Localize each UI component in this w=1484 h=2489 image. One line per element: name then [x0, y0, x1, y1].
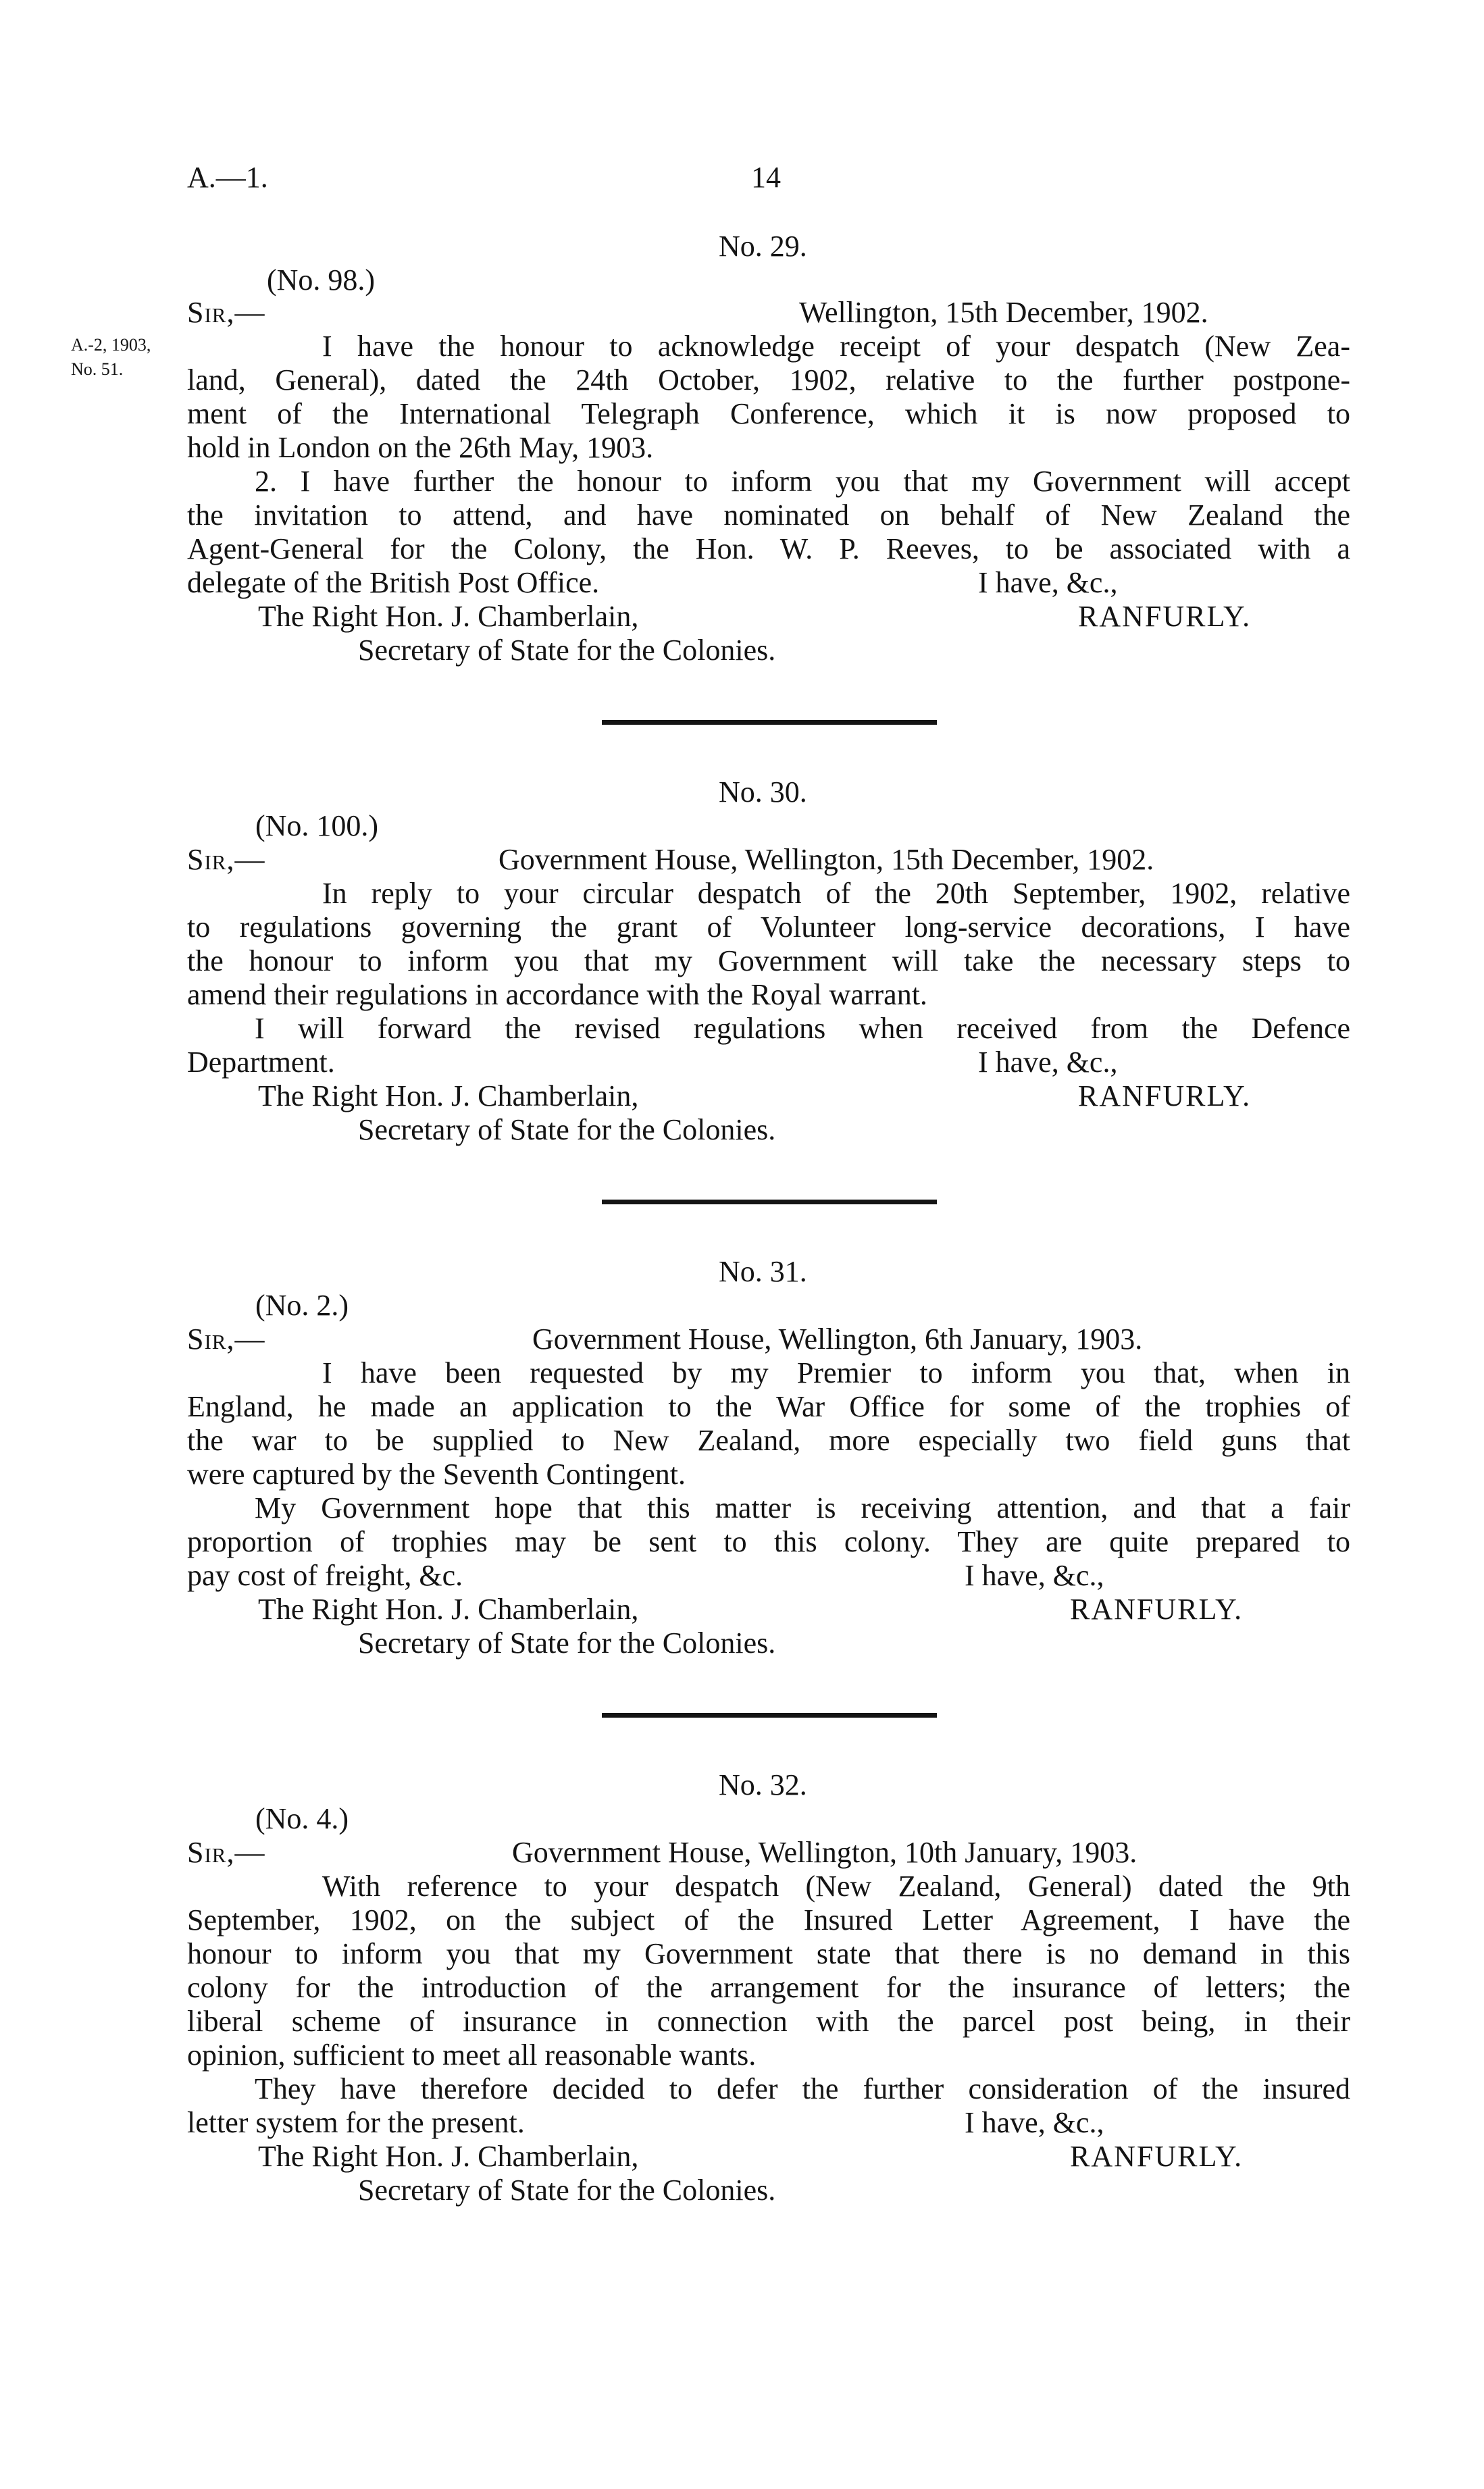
addressee: The Right Hon. J. Chamberlain,: [258, 2140, 639, 2173]
body-line: the invitation to attend, and have nominated on behalf of New Zealand the: [187, 498, 1350, 532]
body-line: ment of the International Telegraph Conference, which it is now proposed to: [187, 397, 1350, 430]
place-date: Government House, Wellington, 10th January, 1903.: [512, 1836, 1137, 1869]
section-divider: [602, 1200, 937, 1204]
body-line: I have the honour to acknowledge receipt of your despatch (New Zea-: [322, 330, 1350, 363]
body-line: were captured by the Seventh Contingent.: [187, 1458, 686, 1491]
salutation: Sir,—: [187, 1836, 265, 1869]
signature: RANFURLY.: [1070, 1593, 1244, 1626]
place-date: Wellington, 15th December, 1902.: [799, 296, 1208, 329]
body-line: pay cost of freight, &c.: [187, 1559, 463, 1592]
body-line: Department.: [187, 1046, 335, 1079]
salutation: Sir,—: [187, 1323, 265, 1356]
body-line: proportion of trophies may be sent to this colony. They are quite prepared to: [187, 1525, 1350, 1558]
letter-reference: (No. 2.): [255, 1289, 349, 1322]
document-reference: A.—1.: [187, 161, 268, 194]
margin-note-line-2: No. 51.: [71, 359, 124, 379]
signature: RANFURLY.: [1078, 600, 1252, 633]
salutation: Sir,—: [187, 296, 265, 329]
body-line: to regulations governing the grant of Volunteer long-service decorations, I have: [187, 910, 1350, 944]
place-date: Government House, Wellington, 15th December, 1902.: [498, 843, 1154, 876]
addressee: The Right Hon. J. Chamberlain,: [258, 1079, 639, 1112]
body-line: delegate of the British Post Office.: [187, 566, 600, 599]
addressee-title: Secretary of State for the Colonies.: [358, 1626, 776, 1660]
addressee-title: Secretary of State for the Colonies.: [358, 2174, 776, 2207]
body-line: colony for the introduction of the arrangement for the insurance of letters; the: [187, 1971, 1350, 2004]
body-line: hold in London on the 26th May, 1903.: [187, 431, 654, 464]
body-line: September, 1902, on the subject of the Insured Letter Agreement, I have the: [187, 1903, 1350, 1936]
addressee: The Right Hon. J. Chamberlain,: [258, 600, 639, 633]
letter-reference: (No. 100.): [255, 809, 379, 842]
body-line: the honour to inform you that my Government will take the necessary steps to: [187, 944, 1350, 977]
body-line: With reference to your despatch (New Zealand, General) dated the 9th: [322, 1870, 1350, 1903]
body-line: Agent-General for the Colony, the Hon. W. P. Reeves, to be associated with a: [187, 532, 1350, 565]
section-divider: [602, 1713, 937, 1718]
addressee-title: Secretary of State for the Colonies.: [358, 1113, 776, 1146]
closing: I have, &c.,: [965, 2106, 1104, 2139]
letter-number: No. 32.: [719, 1768, 807, 1801]
letter-reference: (No. 98.): [267, 263, 376, 297]
addressee-title: Secretary of State for the Colonies.: [358, 634, 776, 667]
body-line: land, General), dated the 24th October, 1902, relative to the further postpone-: [187, 363, 1350, 396]
body-line: In reply to your circular despatch of the 20th September, 1902, relative: [322, 877, 1350, 910]
signature: RANFURLY.: [1078, 1079, 1252, 1112]
body-line: the war to be supplied to New Zealand, more especially two field guns that: [187, 1424, 1350, 1457]
closing: I have, &c.,: [965, 1559, 1104, 1592]
letter-number: No. 31.: [719, 1255, 807, 1288]
closing: I have, &c.,: [978, 566, 1118, 599]
body-line: I have been requested by my Premier to inform you that, when in: [322, 1356, 1350, 1389]
body-line: opinion, sufficient to meet all reasonable wants.: [187, 2038, 757, 2072]
body-line: They have therefore decided to defer the further consideration of the insured: [255, 2072, 1350, 2105]
signature: RANFURLY.: [1070, 2140, 1244, 2173]
section-divider: [602, 720, 937, 725]
body-line: 2. I have further the honour to inform you that my Government will accept: [255, 465, 1350, 498]
body-line: letter system for the present.: [187, 2106, 525, 2139]
body-line: honour to inform you that my Government state that there is no demand in this: [187, 1937, 1350, 1970]
body-line: My Government hope that this matter is receiving attention, and that a fair: [255, 1491, 1350, 1524]
place-date: Government House, Wellington, 6th January, 1903.: [532, 1323, 1143, 1356]
margin-note-line-1: A.-2, 1903,: [71, 335, 151, 355]
body-line: I will forward the revised regulations when received from the Defence: [255, 1012, 1350, 1045]
body-line: amend their regulations in accordance with the Royal warrant.: [187, 978, 927, 1011]
salutation: Sir,—: [187, 843, 265, 876]
page-number: 14: [751, 161, 781, 194]
addressee: The Right Hon. J. Chamberlain,: [258, 1593, 639, 1626]
body-line: liberal scheme of insurance in connection with the parcel post being, in their: [187, 2005, 1350, 2038]
letter-reference: (No. 4.): [255, 1802, 349, 1835]
letter-number: No. 30.: [719, 775, 807, 809]
letter-number: No. 29.: [719, 230, 807, 263]
closing: I have, &c.,: [978, 1046, 1118, 1079]
body-line: England, he made an application to the War Office for some of the trophies of: [187, 1390, 1350, 1423]
